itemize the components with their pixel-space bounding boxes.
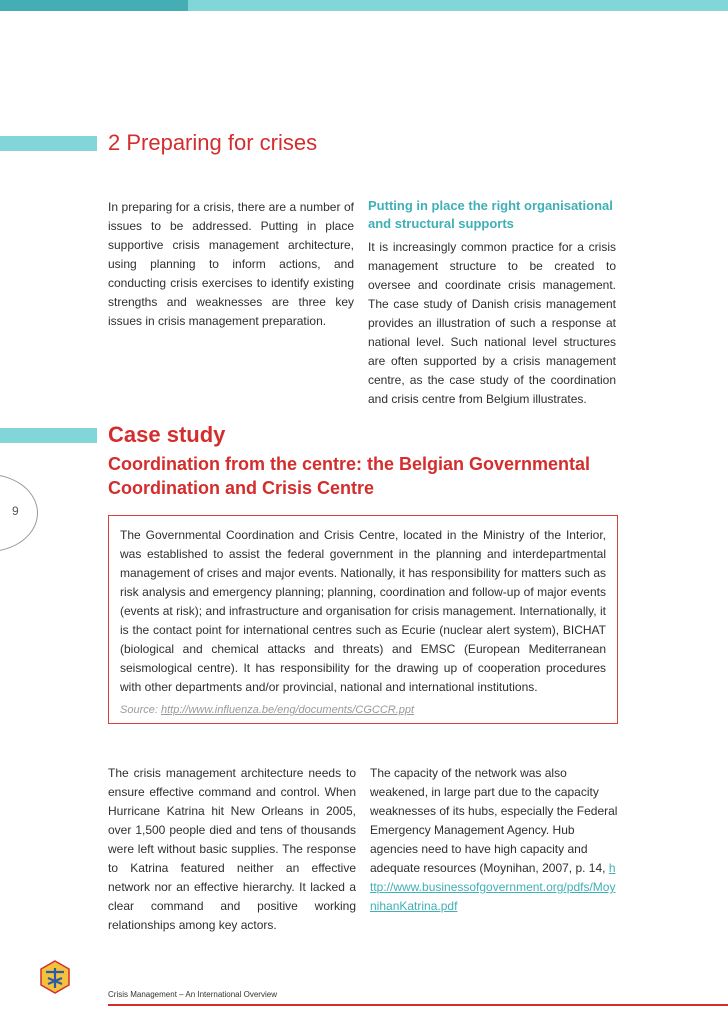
footer-title: Crisis Management – An International Overview xyxy=(108,990,277,999)
bottom-right-paragraph xyxy=(370,764,618,916)
source-link[interactable]: http://www.influenza.be/eng/documents/CGCCR.ppt xyxy=(160,704,415,716)
publisher-logo-icon xyxy=(40,960,70,994)
case-study-accent-bar xyxy=(0,428,97,443)
page-number-circle xyxy=(0,474,38,552)
section-accent-bar xyxy=(0,136,97,151)
case-study-title: Coordination from the centre: the Belgian Governmental Coordination and Crisis Centre xyxy=(108,454,591,498)
case-study-body: The Governmental Coordination and Crisis Centre, located in the Ministry of the Interior, was established to assist the federal government in the planning and interdepartmental management of crises and major events. Nationally, it has responsibility for matters such as risk analysis and emergency planning; planning, coordination and follow-up of major events (events at risk); and infrastructure and organisation for crisis management. Internationally, it is the contact point for international centres such as Ecurie (nuclear alert system), BICHAT (biological and chemical attacks and threats) and EMSC (European Mediterranean seismological centre). It has responsibility for the drawing up of cooperation procedures with other departments and/or provincial, national and international institutions. xyxy=(120,528,606,694)
intro-paragraph: In preparing for a crisis, there are a number of issues to be addressed. Putting in place supportive crisis management architecture, using planning to inform actions, and conducting crisis exercises to identify existing strengths and weaknesses are three key issues in crisis management preparation. xyxy=(108,200,354,328)
bottom-right-text: The capacity of the network was also weakened, in large part due to the capacity weaknesses of its hubs, especially the Federal Emergency Management Agency. Hub agencies need to have high capacity and adequate resources (Moynihan, 2007, p. 14, xyxy=(370,766,618,875)
case-study-label: Case study xyxy=(108,422,226,447)
supports-subheading: Putting in place the right organisational and structural supports xyxy=(368,198,613,231)
case-study-source xyxy=(120,704,414,716)
section-title: 2 Preparing for crises xyxy=(108,130,318,155)
footer-rule xyxy=(108,1004,728,1006)
top-band-light xyxy=(188,0,728,11)
moynihan-link[interactable]: http://www.businessofgovernment.org/pdfs/MoynihanKatrina.pdf xyxy=(370,861,616,913)
top-band-dark xyxy=(0,0,188,11)
supports-paragraph: It is increasingly common practice for a crisis management structure to be created to oversee and coordinate crisis management. The case study of Danish crisis management provides an illustration of such a response at national level. Such national level structures are often supported by a crisis management centre, as the case study of the coordination and crisis centre from Belgium illustrates. xyxy=(368,240,616,406)
source-label: Source: xyxy=(120,704,161,716)
bottom-left-paragraph: The crisis management architecture needs to ensure effective command and control. When Hurricane Katrina hit New Orleans in 2005, over 1,500 people died and tens of thousands were left without basic supplies. The response to Katrina featured neither an effective network nor an effective hierarchy. It lacked a clear command and positive working relationships among key actors. xyxy=(108,766,356,932)
page-number: 9 xyxy=(12,504,19,518)
